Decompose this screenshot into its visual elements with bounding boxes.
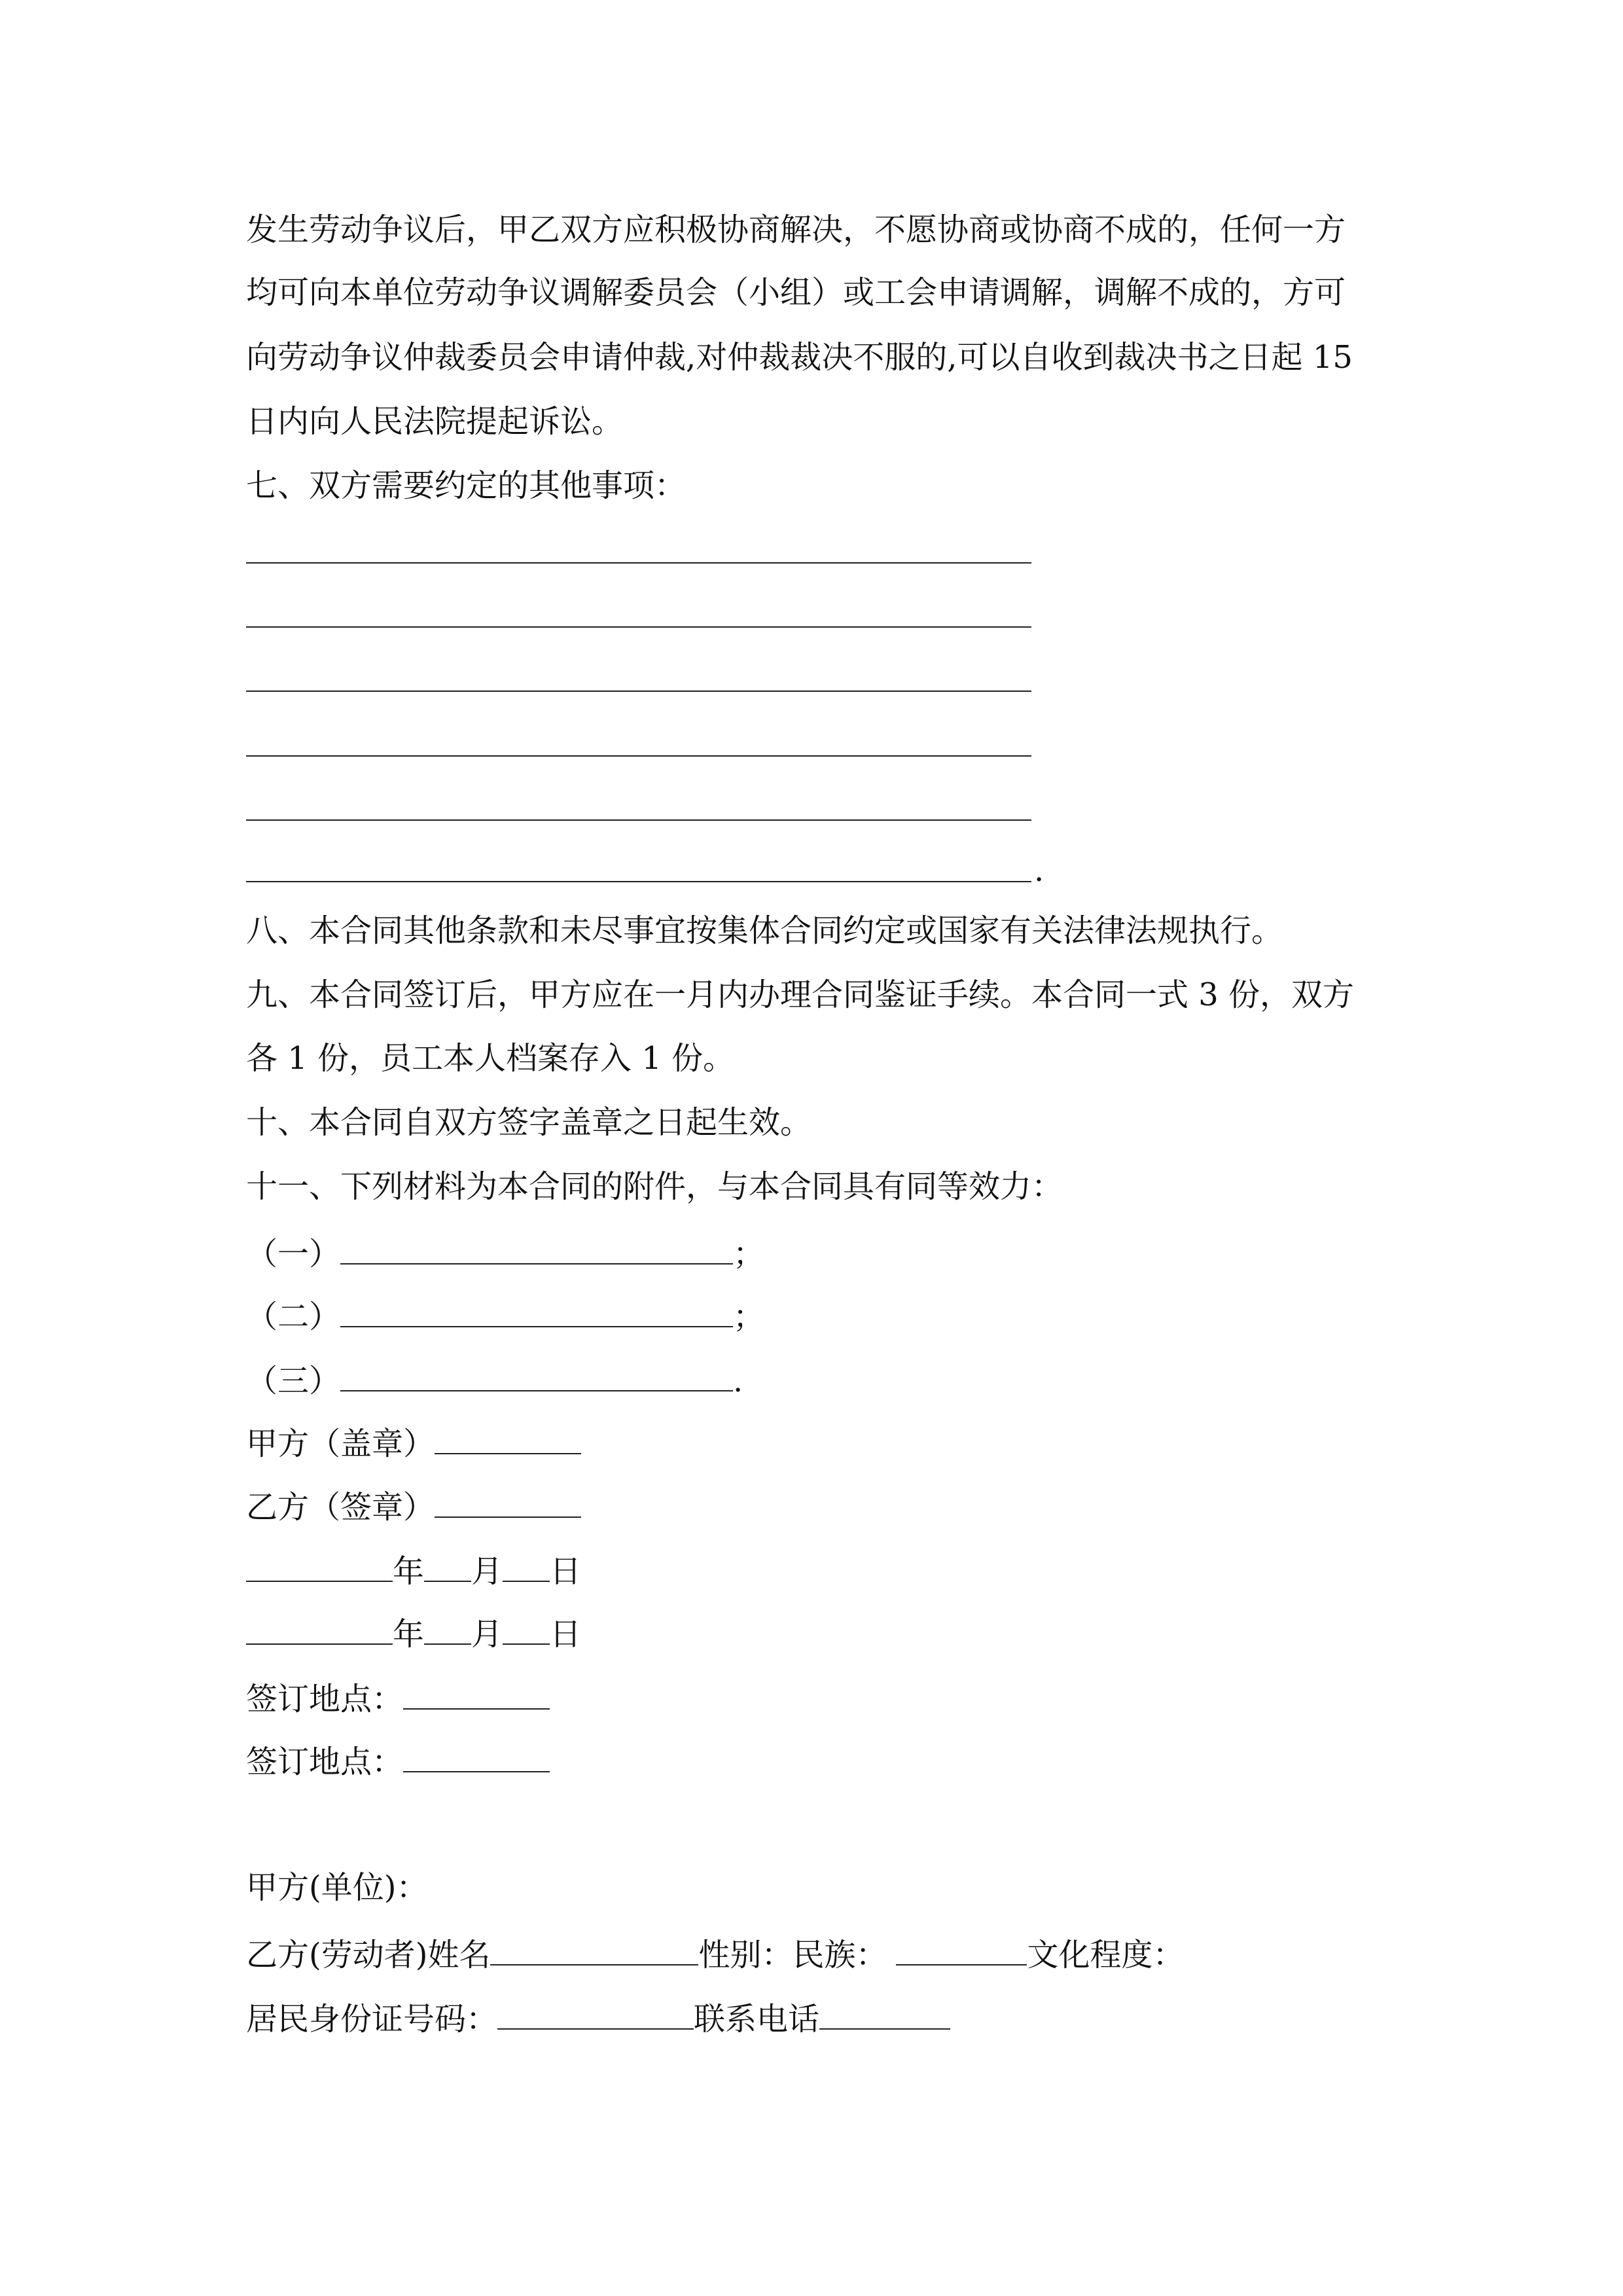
sign-place-2	[246, 1740, 550, 1782]
clause-7-heading: 七、双方需要约定的其他事项：	[246, 467, 687, 504]
dispute-line-3: 向劳动争议仲裁委员会申请仲裁,对仲裁裁决不服的,可以自收到裁决书之日起 15	[246, 339, 1353, 376]
day-label: 日	[550, 1616, 582, 1653]
id-number-label: 居民身份证号码：	[246, 2001, 498, 2037]
party-a-seal-label: 甲方（盖章）	[246, 1426, 435, 1462]
clause-8: 八、本合同其他条款和未尽事宜按集体合同约定或国家有关法律法规执行。	[246, 912, 1283, 949]
year-blank[interactable]	[246, 1549, 393, 1582]
attachment-label: （二）	[246, 1299, 341, 1335]
attachment-label: （三）	[246, 1363, 341, 1399]
worker-name-label: 乙方(劳动者)姓名	[246, 1937, 491, 1973]
sign-place-1	[246, 1677, 550, 1719]
dispute-line-2: 均可向本单位劳动争议调解委员会（小组）或工会申请调解，调解不成的，方可	[246, 274, 1346, 311]
other-matters-blank-1[interactable]	[246, 562, 1031, 564]
dispute-line-4: 日内向人民法院提起诉讼。	[246, 403, 624, 440]
attachment-3	[246, 1359, 743, 1401]
clause-10: 十、本合同自双方签字盖章之日起生效。	[246, 1104, 812, 1141]
attachment-2-blank[interactable]	[340, 1295, 733, 1327]
phone-label: 联系电话	[694, 2001, 820, 2037]
dispute-line-1: 发生劳动争议后，甲乙双方应积极协商解决，不愿协商或协商不成的，任何一方	[246, 211, 1346, 248]
clause-11: 十一、下列材料为本合同的附件，与本合同具有同等效力：	[246, 1168, 1063, 1205]
day-blank[interactable]	[503, 1612, 550, 1645]
party-a-unit: 甲方(单位)：	[246, 1869, 428, 1906]
party-b-sign	[246, 1485, 581, 1527]
attachment-end: ；	[733, 1299, 765, 1335]
month-label: 月	[471, 1616, 503, 1653]
attachment-label: （一）	[246, 1236, 341, 1272]
month-blank[interactable]	[424, 1549, 471, 1582]
attachment-2	[246, 1295, 764, 1336]
sign-place-label: 签订地点：	[246, 1681, 404, 1717]
attachment-end: .	[733, 1363, 743, 1399]
other-matters-blank-6[interactable]	[246, 881, 1031, 882]
education-label: 文化程度：	[1027, 1937, 1185, 1973]
sign-place-label: 签订地点：	[246, 1744, 404, 1780]
date-line-1	[246, 1549, 581, 1591]
ethnicity-blank[interactable]	[896, 1933, 1027, 1965]
attachment-end: ；	[733, 1236, 765, 1272]
other-matters-period: .	[1034, 852, 1044, 889]
year-label: 年	[393, 1553, 425, 1590]
month-label: 月	[471, 1553, 503, 1590]
clause-9-line-2: 各 1 份，员工本人档案存入 1 份。	[246, 1040, 735, 1077]
other-matters-blank-4[interactable]	[246, 755, 1031, 757]
day-label: 日	[550, 1553, 582, 1590]
party-a-seal	[246, 1422, 581, 1463]
other-matters-blank-5[interactable]	[246, 819, 1031, 821]
sign-place-blank[interactable]	[403, 1740, 550, 1772]
party-a-seal-blank[interactable]	[435, 1422, 581, 1454]
worker-info	[246, 1933, 1185, 1975]
party-b-sign-label: 乙方（签章）	[246, 1489, 435, 1526]
month-blank[interactable]	[424, 1612, 471, 1645]
year-blank[interactable]	[246, 1612, 393, 1645]
other-matters-blank-2[interactable]	[246, 626, 1031, 628]
id-phone	[246, 1997, 950, 2039]
other-matters-blank-3[interactable]	[246, 691, 1031, 692]
attachment-1	[246, 1232, 764, 1274]
worker-name-blank[interactable]	[490, 1933, 698, 1965]
sign-place-blank[interactable]	[403, 1677, 550, 1710]
party-b-sign-blank[interactable]	[435, 1485, 581, 1518]
date-line-2	[246, 1612, 581, 1654]
clause-9-line-1: 九、本合同签订后，甲方应在一月内办理合同鉴证手续。本合同一式 3 份，双方	[246, 977, 1355, 1013]
year-label: 年	[393, 1616, 425, 1653]
day-blank[interactable]	[503, 1549, 550, 1582]
attachment-1-blank[interactable]	[340, 1232, 733, 1265]
id-number-blank[interactable]	[497, 1997, 694, 2030]
attachment-3-blank[interactable]	[340, 1359, 733, 1391]
phone-blank[interactable]	[819, 1997, 950, 2030]
gender-ethnicity-label: 性别：民族：	[698, 1937, 887, 1973]
